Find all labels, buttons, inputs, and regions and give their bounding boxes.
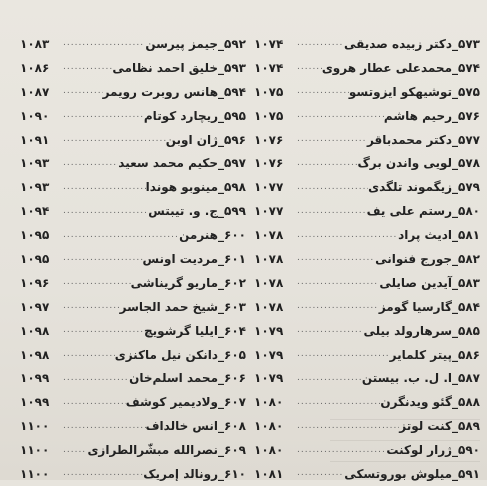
toc-entry bbox=[254, 319, 480, 343]
toc-page-number: ۱۰۷۷ bbox=[254, 180, 284, 195]
toc-entry bbox=[254, 128, 480, 152]
toc-entry bbox=[20, 56, 246, 80]
toc-page-number: ۱۰۷۷ bbox=[254, 204, 284, 219]
toc-entry bbox=[20, 32, 246, 56]
toc-entry bbox=[20, 199, 246, 223]
toc-page-number: ۱۰۷۸ bbox=[254, 275, 284, 290]
toc-page-number: ۱۰۹۱ bbox=[20, 132, 50, 147]
dot-leader bbox=[60, 111, 144, 120]
dot-leader bbox=[60, 326, 144, 335]
toc-entry bbox=[20, 80, 246, 104]
toc-page-number: ۱۰۹۸ bbox=[20, 347, 50, 362]
toc-page-number: ۱۰۹۵ bbox=[20, 228, 50, 243]
toc-entry-title: ۵۹۷_حکیم محمد سعید bbox=[118, 156, 246, 171]
show-through-lines bbox=[330, 405, 480, 475]
toc-entry-title: ۵۷۸_لویی واندن برگ bbox=[357, 156, 480, 171]
toc-entry bbox=[20, 151, 246, 175]
toc-page-number: ۱۰۸۰ bbox=[254, 419, 284, 434]
dot-leader bbox=[294, 326, 363, 335]
toc-page-number: ۱۰۷۸ bbox=[254, 299, 284, 314]
toc-page-number: ۱۰۹۹ bbox=[20, 371, 50, 386]
dot-leader bbox=[60, 254, 143, 263]
toc-entry-title: ۵۸۵_سرهارولد بیلی bbox=[363, 323, 480, 338]
toc-page-number: ۱۱۰۰ bbox=[20, 419, 50, 434]
dot-leader bbox=[60, 422, 146, 431]
toc-page-number: ۱۰۷۸ bbox=[254, 228, 284, 243]
toc-page-number: ۱۰۸۱ bbox=[254, 466, 284, 481]
dot-leader bbox=[294, 111, 384, 120]
toc-entry bbox=[20, 295, 246, 319]
toc-page-number: ۱۰۷۶ bbox=[254, 156, 284, 171]
toc-entry bbox=[254, 271, 480, 295]
dot-leader bbox=[294, 231, 398, 240]
dot-leader bbox=[60, 469, 143, 478]
dot-leader bbox=[294, 207, 367, 216]
toc-entry-title: ۵۹۶_ژان اوبن bbox=[165, 132, 246, 147]
toc-entry-title: ۵۹۱_میلوش بوروتسکی bbox=[344, 466, 480, 481]
toc-entry bbox=[254, 32, 480, 56]
dot-leader bbox=[60, 207, 148, 216]
toc-entry bbox=[20, 247, 246, 271]
dot-leader bbox=[294, 183, 368, 192]
toc-entry-title: ۵۸۷_ا. ل. ب. بیستن bbox=[361, 371, 480, 386]
dot-leader bbox=[60, 39, 145, 48]
toc-entry-title: ۵۹۸_مینوبو هوندا bbox=[145, 180, 246, 195]
toc-page-number: ۱۰۹۵ bbox=[20, 251, 50, 266]
toc-entry-title: ۵۹۵_ریچارد کوتام bbox=[143, 108, 246, 123]
toc-page-number: ۱۰۷۵ bbox=[254, 84, 284, 99]
toc-entry bbox=[20, 271, 246, 295]
dot-leader bbox=[294, 87, 349, 96]
dot-leader bbox=[60, 374, 129, 383]
toc-page-number: ۱۰۹۸ bbox=[20, 323, 50, 338]
toc-page-number: ۱۱۰۰ bbox=[20, 466, 50, 481]
toc-entry-title: ۵۷۵_توشیهکو ایزوتسو bbox=[348, 84, 480, 99]
toc-entry-title: ۵۹۳_خلیق احمد نظامی bbox=[112, 60, 246, 75]
toc-entry-title: ۶۱۰_رونالد إمریک bbox=[143, 466, 246, 481]
toc-entry bbox=[254, 247, 480, 271]
toc-entry bbox=[20, 319, 246, 343]
toc-page-number: ۱۰۹۴ bbox=[20, 204, 50, 219]
toc-page-number: ۱۰۸۶ bbox=[20, 60, 50, 75]
toc-entry bbox=[20, 128, 246, 152]
toc-entry bbox=[20, 414, 246, 438]
toc-entry-title: ۵۹۰_ژرار لوکنت bbox=[386, 443, 480, 458]
dot-leader bbox=[60, 398, 126, 407]
toc-entry bbox=[254, 151, 480, 175]
toc-entry bbox=[254, 175, 480, 199]
dot-leader bbox=[294, 254, 375, 263]
toc-page-number: ۱۰۷۸ bbox=[254, 251, 284, 266]
toc-entry-title: ۵۸۴_گارسیا گومز bbox=[378, 299, 480, 314]
toc-entry bbox=[254, 295, 480, 319]
toc-entry-title: ۵۷۴_محمدعلی عطار هروی bbox=[321, 60, 480, 75]
toc-entry bbox=[254, 56, 480, 80]
toc-page-number: ۱۰۹۰ bbox=[20, 108, 50, 123]
toc-entry-title: ۶۰۹_نصرالله مبشّرالطرازی bbox=[87, 443, 246, 458]
toc-entry bbox=[20, 462, 246, 486]
toc-entry-title: ۶۰۶_محمد اسلم‌خان bbox=[129, 371, 246, 386]
toc-entry-title: ۵۹۲_جیمز پیرسن bbox=[145, 36, 246, 51]
toc-page-number: ۱۰۷۹ bbox=[254, 347, 284, 362]
toc-entry-title: ۵۷۳_دکتر زبیده صدیقی bbox=[344, 36, 480, 51]
toc-entry bbox=[254, 343, 480, 367]
toc-entry-title: ۶۰۷_ولادیمیر کوشف bbox=[125, 395, 246, 410]
toc-entry bbox=[254, 104, 480, 128]
dot-leader bbox=[294, 63, 322, 72]
toc-page-number: ۱۰۹۳ bbox=[20, 156, 50, 171]
toc-page-number: ۱۰۸۰ bbox=[254, 443, 284, 458]
toc-entry-title: ۵۸۰_رستم علی یف bbox=[366, 204, 480, 219]
toc-entry-title: ۶۰۱_مردیت اونس bbox=[142, 251, 246, 266]
toc-entry bbox=[20, 438, 246, 462]
toc-entry-title: ۶۰۸_انس خالداف bbox=[145, 419, 246, 434]
toc-page-number: ۱۰۸۷ bbox=[20, 84, 50, 99]
toc-entry-title: ۵۸۱_ادیث پراد bbox=[398, 228, 480, 243]
dot-leader bbox=[60, 183, 146, 192]
toc-entry-title: ۵۸۳_آیدین صایلی bbox=[379, 275, 480, 290]
toc-page-number: ۱۰۷۴ bbox=[254, 60, 284, 75]
toc-entry bbox=[20, 104, 246, 128]
dot-leader bbox=[60, 135, 166, 144]
toc-page-number: ۱۰۹۳ bbox=[20, 180, 50, 195]
dot-leader bbox=[60, 87, 103, 96]
toc-entry bbox=[20, 343, 246, 367]
dot-leader bbox=[294, 374, 362, 383]
toc-page-number: ۱۰۷۹ bbox=[254, 371, 284, 386]
toc-entry-title: ۶۰۳_شیخ حمد الجاسر bbox=[119, 299, 246, 314]
toc-entry-title: ۵۷۶_رحیم هاشم bbox=[383, 108, 480, 123]
toc-page-number: ۱۰۸۳ bbox=[20, 36, 50, 51]
dot-leader bbox=[60, 231, 179, 240]
toc-entry bbox=[254, 199, 480, 223]
toc-page-number: ۱۰۹۶ bbox=[20, 275, 50, 290]
dot-leader bbox=[294, 278, 379, 287]
dot-leader bbox=[60, 63, 112, 72]
toc-entry-title: ۵۸۹_کنت لوتز bbox=[399, 419, 480, 434]
toc-entry bbox=[254, 80, 480, 104]
dot-leader bbox=[60, 159, 118, 168]
toc-entry-title: ۵۸۲_جورج فنوانی bbox=[375, 251, 480, 266]
toc-entry bbox=[20, 223, 246, 247]
toc-entry-title: ۵۸۸_گئو ویدنگرن bbox=[380, 395, 480, 410]
toc-entry bbox=[20, 366, 246, 390]
toc-entry-title: ۶۰۴_ایلیا گرشویچ bbox=[143, 323, 246, 338]
toc-page-number: ۱۰۹۹ bbox=[20, 395, 50, 410]
toc-page-number: ۱۰۸۰ bbox=[254, 395, 284, 410]
dot-leader bbox=[294, 350, 390, 359]
toc-page-number: ۱۱۰۰ bbox=[20, 443, 50, 458]
toc-column-left bbox=[20, 32, 246, 486]
dot-leader bbox=[60, 350, 115, 359]
toc-entry-title: ۶۰۰_هنرمن bbox=[179, 228, 246, 243]
toc-entry bbox=[254, 366, 480, 390]
toc-entry-title: ۶۰۵_دانکن نیل ماکنزی bbox=[114, 347, 246, 362]
toc-page-number: ۱۰۷۴ bbox=[254, 36, 284, 51]
toc-page-number: ۱۰۷۹ bbox=[254, 323, 284, 338]
dot-leader bbox=[294, 135, 367, 144]
dot-leader bbox=[294, 39, 344, 48]
toc-entry-title: ۵۷۷_دکتر محمدباقر bbox=[366, 132, 480, 147]
dot-leader bbox=[60, 302, 120, 311]
dot-leader bbox=[294, 159, 357, 168]
dot-leader bbox=[60, 446, 87, 455]
toc-entry-title: ۵۹۴_هانس روبرت رویمر bbox=[102, 84, 246, 99]
toc-page-number: ۱۰۹۷ bbox=[20, 299, 50, 314]
toc-entry-title: ۵۸۶_پیتر کلمایر bbox=[389, 347, 480, 362]
toc-page-number: ۱۰۷۵ bbox=[254, 108, 284, 123]
toc-entry bbox=[20, 390, 246, 414]
toc-page-number: ۱۰۷۶ bbox=[254, 132, 284, 147]
toc-entry bbox=[20, 175, 246, 199]
toc-entry-title: ۵۷۹_زیگموند تلگدی bbox=[368, 180, 480, 195]
dot-leader bbox=[294, 302, 379, 311]
dot-leader bbox=[60, 278, 131, 287]
toc-entry-title: ۶۰۲_ماریو گریناشی bbox=[130, 275, 246, 290]
toc-entry-title: ۵۹۹_ج. و. تیبتس bbox=[148, 204, 246, 219]
toc-entry bbox=[254, 223, 480, 247]
